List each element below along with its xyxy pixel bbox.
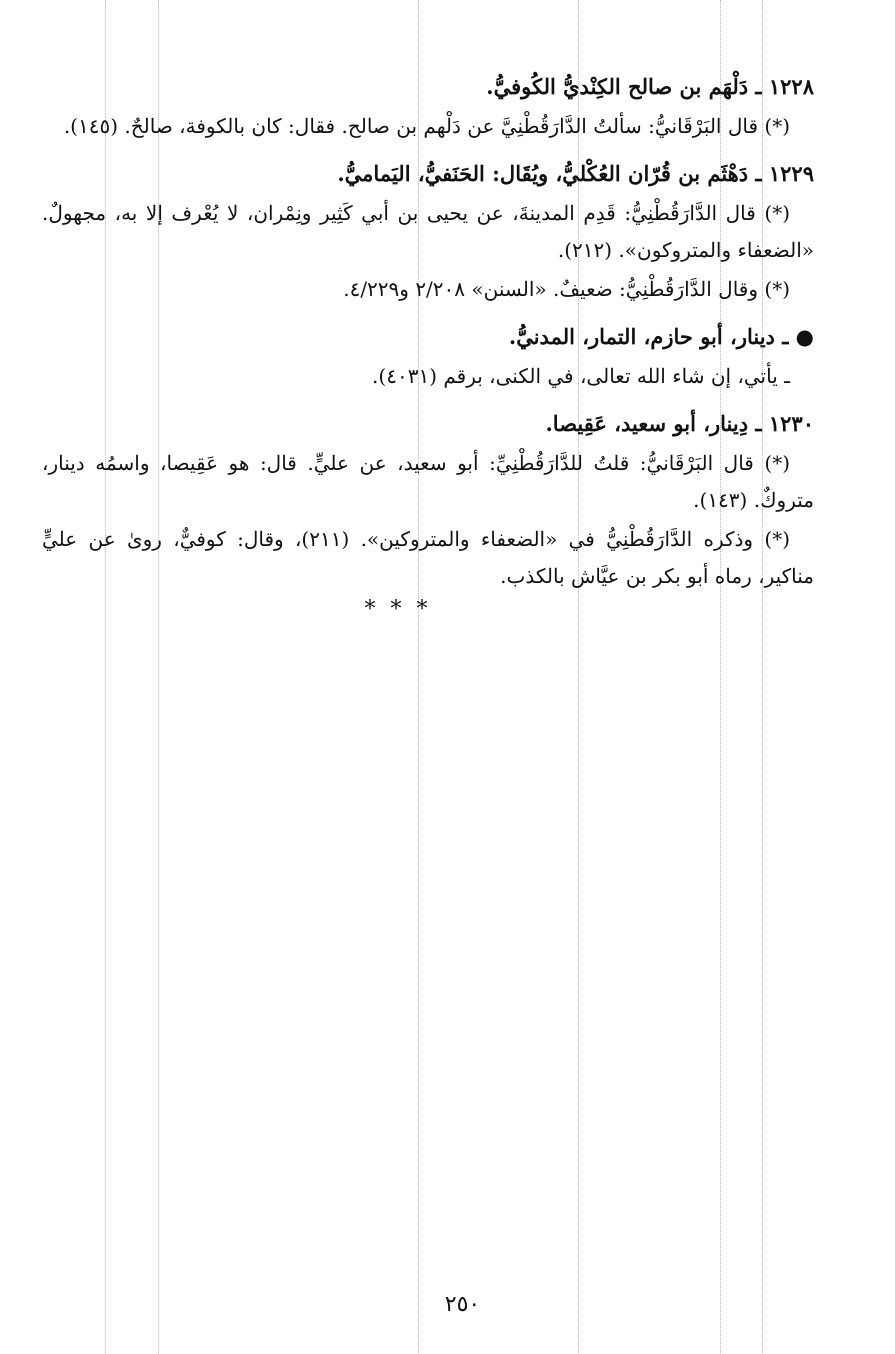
section-separator: * * * — [364, 597, 432, 622]
entry-heading-1229: ١٢٢٩ ـ دَهْثَم بن قُرّان العُكْليُّ، ويُقَال: الحَنَفيُّ، اليَماميُّ. — [337, 161, 814, 186]
entry-1229-paragraph-2: (*) وقال الدَّارَقُطْنِيُّ: ضعيفٌ. «السنن» ٢/٢٠٨ و٤/٢٢٩. — [343, 277, 790, 301]
entry-1229-paragraph-1: (*) قال الدَّارَقُطْنِيُّ: قَدِم المدينةَ، عن يحيى بن أبي كَثِير ونِمْران، لا يُعْرف إلا به، مجهولٌ. «الضعفاء والمتروكون». (٢١٢). — [42, 201, 814, 262]
entry-1230-paragraph-1: (*) قال البَرْقَانيُّ: قلتُ للدَّارَقُطْنِيِّ: أبو سعيد، عن عليٍّ. قال: هو عَقِيصا، واسمُه دينار، متروكٌ. (١٤٣). — [42, 451, 814, 512]
page-body — [42, 72, 814, 622]
page-number: ٢٥٠ — [444, 1292, 481, 1317]
entry-dinar-abu-hazim-paragraph: ـ يأتي، إن شاء الله تعالى، في الكنى، برقم (٤٠٣١). — [372, 364, 790, 388]
entry-1228-paragraph: (*) قال البَرْقَانيُّ: سألتُ الدَّارَقُطْنِيَّ عن دَلْهم بن صالح. فقال: كان بالكوفة، صالحٌ. (١٤٥). — [63, 114, 790, 138]
entry-heading-1228: ١٢٢٨ ـ دَلْهَم بن صالح الكِنْديُّ الكُوفيُّ. — [486, 74, 814, 99]
entry-heading-1230: ١٢٣٠ ـ دِينار، أبو سعيد، عَقِيصا. — [545, 411, 814, 436]
entry-heading-dinar-abu-hazim: ● ـ دينار، أبو حازم، التمار، المدنيُّ. — [508, 324, 814, 349]
entry-1230-paragraph-2: (*) وذكره الدَّارَقُطْنِيُّ في «الضعفاء والمتروكين». (٢١١)، وقال: كوفيٌّ، روىٰ عن عليٍّ مناكير، رماه أبو بكر بن عيَّاش بالكذب. — [42, 527, 814, 588]
